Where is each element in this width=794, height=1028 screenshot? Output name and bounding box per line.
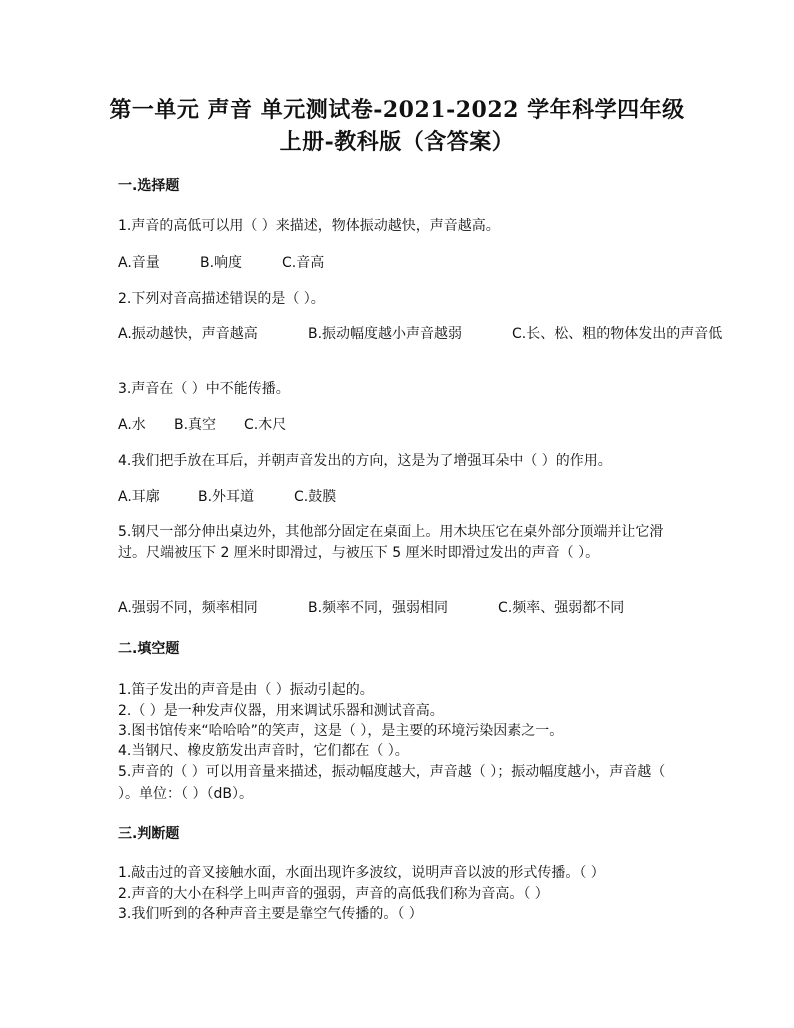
question-options [118,415,286,435]
option: C.音高 [282,255,325,271]
option: B.真空 [174,417,217,433]
fill-item: 2.（ ）是一种发声仪器，用来调试乐器和测试音高。 [118,703,444,719]
question-stem: 5.钢尺一部分伸出桌边外，其他部分固定在桌面上。用木块压它在桌外部分顶端并让它滑过。尺端被压下 2 厘米时即滑过，与被压下 5 厘米时即滑过发出的声音（ ）。 [118,524,664,561]
option: C.木尺 [244,417,287,433]
fill-item: 3.图书馆传来“哈哈哈”的笑声，这是（ ），是主要的环境污染因素之一。 [118,723,564,739]
option: A.水 [118,417,146,433]
question-stem: 2.下列对音高描述错误的是（ ）。 [118,291,325,307]
judge-item: 1.敲击过的音叉接触水面，水面出现许多波纹，说明声音以波的形式传播。（ ） [118,865,605,881]
option: A.振动越快，声音越高 [118,326,258,342]
page-title-line-2: 上册-教科版（含答案） [279,129,515,155]
question-options [118,598,624,618]
question-options [118,487,336,507]
option: B.响度 [200,255,243,271]
option: C.频率、强弱都不同 [498,600,625,616]
question-stem: 4.我们把手放在耳后，并朝声音发出的方向，这是为了增强耳朵中（ ）的作用。 [118,453,612,469]
option: B.外耳道 [198,489,255,505]
section-heading-fill: 二.填空题 [118,641,180,657]
section-heading-judge: 三.判断题 [118,826,180,842]
question-options [118,253,324,273]
option: A.耳廓 [118,489,160,505]
question-stem: 3.声音在（ ）中不能传播。 [118,381,290,397]
question-stem: 1.声音的高低可以用（ ）来描述，物体振动越快，声音越高。 [118,218,500,234]
option: B.频率不同，强弱相同 [308,600,449,616]
judge-item: 2.声音的大小在科学上叫声音的强弱，声音的高低我们称为音高。（ ） [118,886,549,902]
fill-item: 5.声音的（ ）可以用音量来描述，振动幅度越大，声音越（ ）；振动幅度越小，声音越（ ）。单位：（ ）（dB）。 [118,764,666,802]
page-title-line-1: 第一单元 声音 单元测试卷-2021-2022 学年科学四年级 [109,97,685,123]
section-heading-choice: 一.选择题 [118,178,180,194]
option: C.长、松、粗的物体发出的声音低 [512,326,723,342]
option: C.鼓膜 [294,489,337,505]
option: A.强弱不同，频率相同 [118,600,258,616]
fill-item: 1.笛子发出的声音是由（ ）振动引起的。 [118,682,374,698]
fill-item: 4.当钢尺、橡皮筋发出声音时，它们都在（ ）。 [118,743,409,759]
option: A.音量 [118,255,160,271]
judge-item: 3.我们听到的各种声音主要是靠空气传播的。（ ） [118,906,423,922]
option: B.振动幅度越小声音越弱 [308,326,463,342]
question-options [118,324,723,344]
